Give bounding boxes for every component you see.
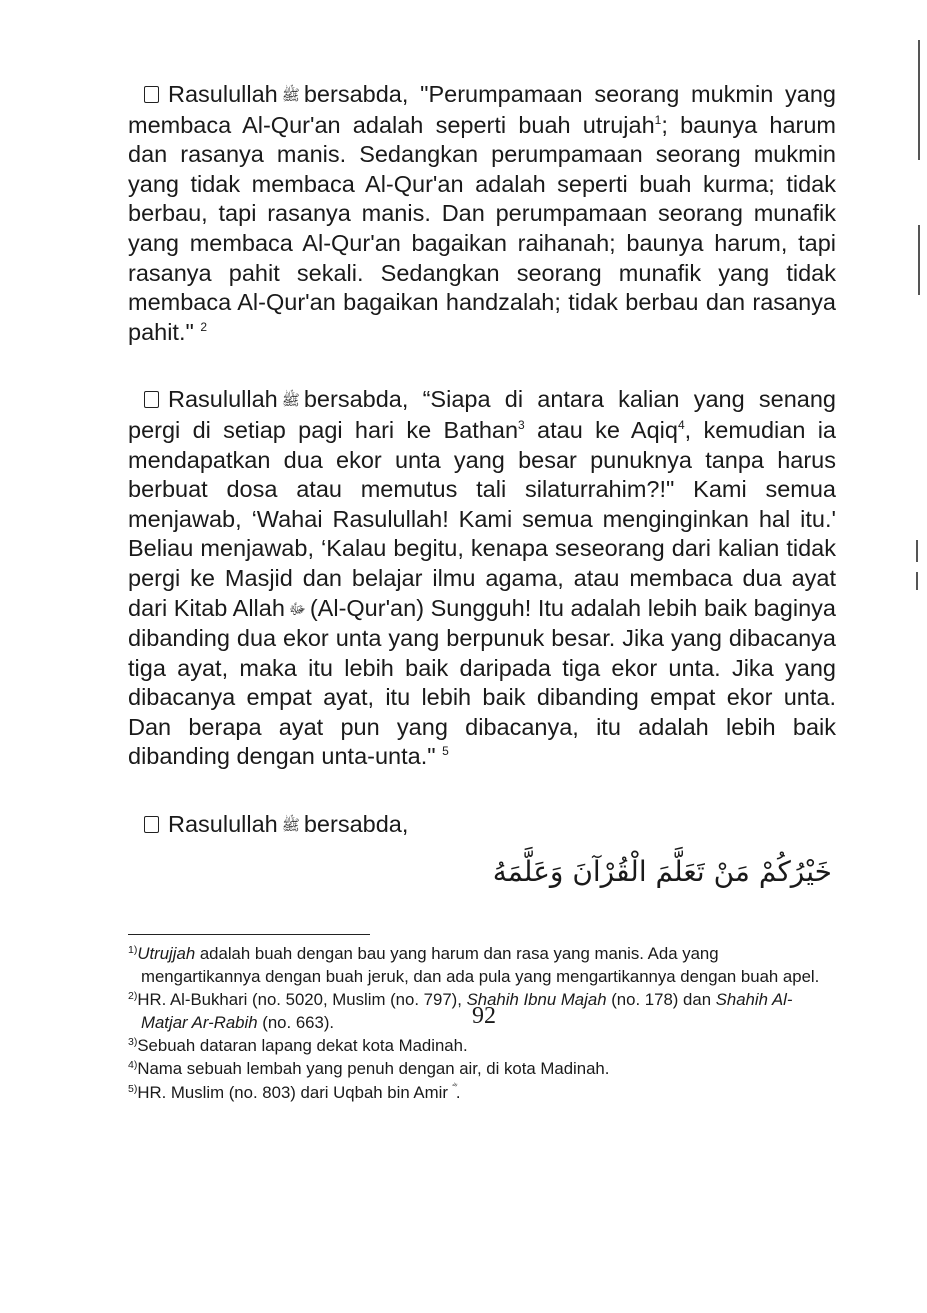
hadith-paragraph-1: Rasulullah ﷺ bersabda, "Perumpamaan seorang mukmin yang membaca Al-Qur'an adalah seperti buah utrujah$^1$; baunya harum dan rasanya manis. Sedangkan perumpamaan seorang mukmin yang tidak membaca Al-Qur'an adalah seperti buah kurma; tidak berbau, tapi rasanya manis. Dan perumpamaan seorang munafik yang membaca Al-Qur'an bagaikan raihanah; baunya harum, tapi rasanya pahit sekali. Sedangkan seorang munafik yang tidak membaca Al-Qur'an bagaikan handzalah; tidak berbau dan rasanya pahit." $^2$ bbox=[128, 81, 836, 345]
footnote-2: $^{2)}$HR. Al-Bukhari (no. 5020, Muslim (no. 797), Shahih Ibnu Majah (no. 178) dan Shahih Al-Matjar Ar-Rabih (no. 663). bbox=[128, 990, 793, 1032]
footnote-4: $^{4)}$Nama sebuah lembah yang penuh dengan air, di kota Madinah. bbox=[128, 1059, 610, 1078]
footnote-5: $^{5)}$HR. Muslim (no. 803) dari Uqbah bin Amir . bbox=[128, 1083, 461, 1102]
scan-edge-line bbox=[916, 572, 918, 590]
allah-honorific-symbol: ﷻ bbox=[288, 599, 306, 618]
footnote-3: $^{3)}$Sebuah dataran lapang dekat kota Madinah. bbox=[128, 1036, 468, 1055]
scan-edge-line bbox=[916, 540, 918, 562]
footnote-ref-2: 2 bbox=[200, 319, 208, 334]
hadith-paragraph-2: Rasulullah ﷺ bersabda, “Siapa di antara kalian yang senang pergi di setiap pagi hari ke Bathan$^3$ atau ke Aqiq$^4$, kemudian ia mendapatkan dua ekor unta yang besar punuknya tanpa harus berbuat dosa atau memutus tali silaturrahim?!" Kami semua menjawab, ‘Wahai Rasulullah! Kami semua menginginkan hal itu.' Beliau menjawab, ‘Kalau begitu, kenapa seseorang dari kalian tidak pergi ke Masjid dan belajar ilmu agama, atau membaca dua ayat dari Kitab Allah ﷻ (Al-Qur'an) Sungguh! Itu adalah lebih baik baginya dibanding dua ekor unta yang berpunuk besar. Jika yang dibacanya tiga ayat, maka itu lebih baik daripada tiga ekor unta. Jika yang dibacanya empat ayat, itu lebih baik dibanding empat ekor unta. Dan berapa ayat pun yang dibacanya, itu adalah lebih baik dibanding dengan unta-unta." $^5$ bbox=[128, 386, 836, 770]
arabic-hadith-text: خَيْرُكُمْ مَنْ تَعَلَّمَ الْقُرْآنَ وَعَلَّمَهُ bbox=[492, 854, 832, 888]
salawat-symbol: ﷺ bbox=[281, 391, 300, 410]
footnote-divider bbox=[128, 934, 370, 935]
checkbox-square-icon bbox=[144, 391, 159, 408]
salawat-symbol: ﷺ bbox=[281, 816, 300, 835]
checkbox-square-icon bbox=[144, 86, 159, 103]
footnote-ref-3: 3 bbox=[518, 417, 525, 432]
hadith-paragraph-3: Rasulullah ﷺ bersabda, bbox=[128, 810, 836, 841]
footnote-1: $^{1)}$Utrujjah adalah buah dengan bau yang harum dan rasa yang manis. Ada yang mengartikannya dengan buah jeruk, dan ada pula yang mengartikannya dengan buah apel. bbox=[128, 944, 820, 986]
footnote-ref-5: 5 bbox=[442, 744, 449, 759]
footnote-ref-4: 4 bbox=[677, 417, 685, 432]
scan-edge-line bbox=[918, 40, 920, 160]
page-body bbox=[128, 80, 836, 888]
footnote-ref-1: 1 bbox=[654, 112, 662, 127]
scan-edge-line bbox=[918, 225, 920, 295]
checkbox-square-icon bbox=[144, 816, 159, 833]
page-number: 92 bbox=[472, 1003, 496, 1029]
salawat-symbol: ﷺ bbox=[281, 86, 300, 104]
